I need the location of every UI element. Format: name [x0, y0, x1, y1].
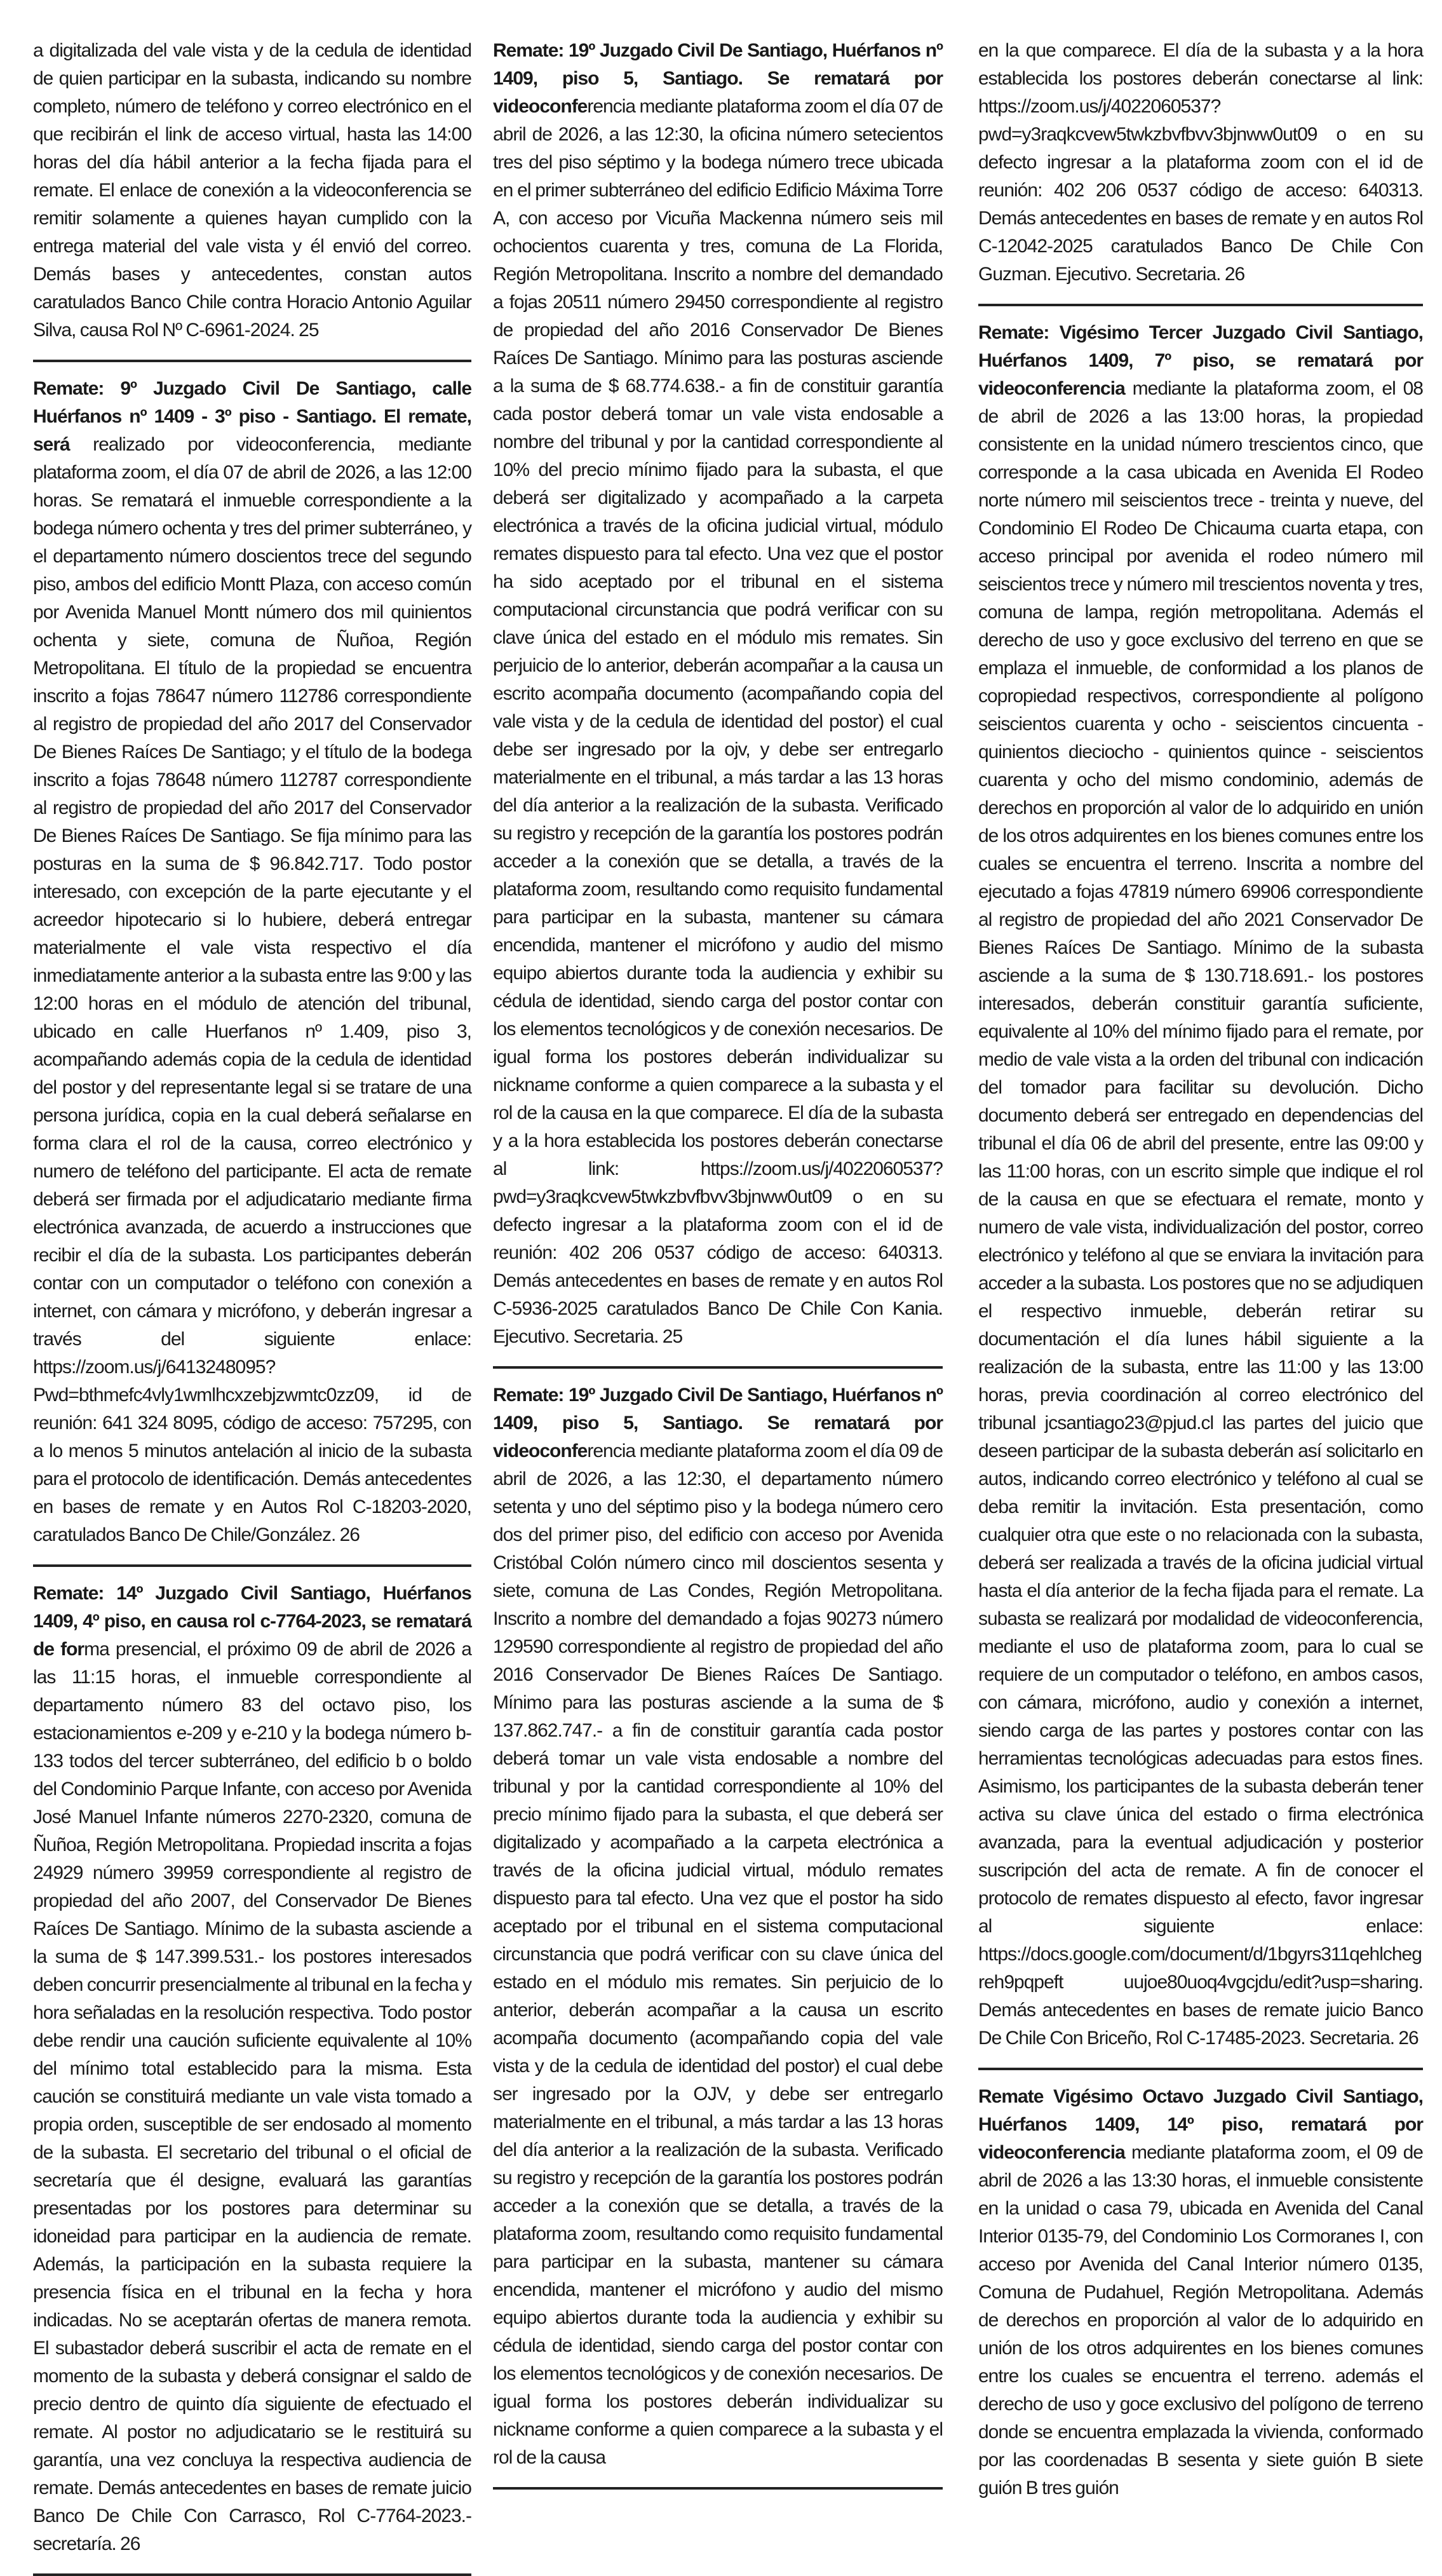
notice-remate-28-juzgado — [978, 2068, 1423, 2518]
notice-body: a digitalizada del vale vista y de la cedula de identidad de quien participar en la subasta, indicando su nombre completo, número de teléfono y correo electrónico en el que recibirán el link de acceso virtual, hasta las 14:00 horas del día hábil anterior a la fecha fijada para el remate. El enlace de conexión a la videoconferencia se remitir solamente a quienes hayan cumplido con la entrega material del vale vista y él envió del correo. Demás bases y antecedentes, constan autos caratulados Banco Chile contra Horacio Antonio Aguilar Silva, causa Rol Nº C-6961-2024. 25 — [33, 40, 471, 341]
notice-body: mediante la plataforma zoom, el 08 de abril de 2026 a las 13:00 horas, la propiedad consistente en la unidad número trescientos cinco, que corresponde a la casa ubicada en Avenida El Rodeo norte número mil seiscientos trece - treinta y nueve, del Condominio El Rodeo De Chicauma cuarta etapa, con acceso principal por avenida el rodeo número mil seiscientos trece y número mil trescientos noventa y tres, comuna de lampa, región metropolitana. Además el derecho de uso y goce exclusivo del terreno en que se emplaza el inmueble, de conformidad a los planos de copropiedad respectivos, correspondiente al polígono seiscientos cuarenta y ocho - seiscientos cincuenta - quinientos dieciocho - quinientos quince - seiscientos cuarenta y ocho del mismo condominio, además de derechos en proporción al valor de lo adquirido en unión de los otros adquirentes en los bienes comunes entre los cuales se encuentra el terreno. Inscrita a nombre del ejecutado a fojas 47819 número 69906 correspondiente al registro de propiedad del año 2021 Conservador De Bienes Raíces De Santiago. Mínimo de la subasta asciende a la suma de $ 130.718.691.- los postores interesados, deberán constituir garantía suficiente, equivalente al 10% del mínimo fijado para el remate, por medio de vale vista a la orden del tribunal con indicación del tomador para facilitar su devolución. Dicho documento deberá ser entregado en dependencias del tribunal el día 06 de abril del presente, entre las 09:00 y las 11:00 horas, con un escrito simple que indique el rol de la causa en que se efectuara el remate, monto y numero de vale vista, individualización del postor, correo electrónico y teléfono al que se enviara la invitación para acceder a la subasta. Los postores que no se adjudiquen el respectivo inmueble, deberán retirar su documentación el día lunes hábil siguiente a la realización de la subasta, entre las 11:00 y las 13:00 horas, previa coordinación al correo electrónico del tribunal jcsantiago23@pjud.cl las partes del juicio que deseen participar de la subasta deberán así solicitarlo en autos, indicando correo electrónico y teléfono al cual se deba remitir la invitación. Esta presentación, como cualquier otra que este o no relacionada con la subasta, deberá ser realizada a través de la oficina judicial virtual hasta el día anterior de la fecha fijada para el remate. La subasta se realizará por modalidad de videoconferencia, mediante el uso de plataforma zoom, para lo cual se requiere de un computador o teléfono, en ambos casos, con cámara, micrófono, audio y conexión a internet, siendo carga de las partes y postores contar con las herramientas tecnológicas adecuadas para estos fines. Asimismo, los participantes de la subasta deberán tener activa su clave única del estado o firma electrónica avanzada, para la eventual adjudicación y posterior suscripción del acta de remate. A fin de conocer el protocolo de remates dispuesto al efecto, favor ingresar al siguiente enlace: https://docs.google.com/document/d/1bgyrs311qehlchegreh9pqpeft uujoe80uoq4vgcjdu/edit?usp=sharing. Demás antecedentes en bases de remate juicio Banco De Chile Con Briceño, Rol C-17485-2023. Secretaria. 26 — [978, 378, 1423, 2049]
notice-body: ma presencial, el próximo 09 de abril de 2026 a las 11:15 horas, el inmueble correspondiente al departamento número 83 del octavo piso, los estacionamientos e-209 y e-210 y la bodega número b-133 todos del tercer subterráneo, del edificio b o boldo del Condominio Parque Infante, con acceso por Avenida José Manuel Infante números 2270-2320, comuna de Ñuñoa, Región Metropolitana. Propiedad inscrita a fojas 24929 número 39959 correspondiente al registro de propiedad del año 2007, del Conservador De Bienes Raíces De Santiago. Mínimo de la subasta asciende a la suma de $ 147.399.531.- los postores interesados deben concurrir presencialmente al tribunal en la fecha y hora señaladas en la resolución respectiva. Todo postor debe rendir una caución suficiente equivalente al 10% del mínimo total establecido para la misma. Esta caución se constituirá mediante un vale vista tomado a propia orden, susceptible de ser endosado al momento de la subasta. El secretario del tribunal o el oficial de secretaría que él designe, evaluará las garantías presentadas por los postores para determinar su idoneidad para participar en la audiencia de remate. Además, la participación en la subasta requiere la presencia física en el tribunal en la fecha y hora indicadas. No se aceptarán ofertas de manera remota. El subastador deberá suscribir el acta de remate en el momento de la subasta y deberá consignar el saldo de precio dentro de quinto día siguiente de efectuado el remate. Al postor no adjudicatario se le restituirá su garantía, una vez concluya la respectiva audiencia de remate. Demás antecedentes en bases de remate juicio Banco De Chile Con Carrasco, Rol C-7764-2023.- secretaría. 26 — [33, 1639, 471, 2554]
notice-body: rencia mediante plataforma zoom el día 07 de abril de 2026, a las 12:30, la oficina número setecientos tres del piso séptimo y la bodega número trece ubicada en el primer subterráneo del edificio Edificio Máxima Torre A, con acceso por Vicuña Mackenna número seis mil ochocientos cuarenta y tres, comuna de La Florida, Región Metropolitana. Inscrito a nombre del demandado a fojas 20511 número 29450 correspondiente al registro de propiedad del año 2016 Conservador De Bienes Raíces De Santiago. Mínimo para las posturas asciende a la suma de $ 68.774.638.- a fin de constituir garantía cada postor deberá tomar un vale vista endosable a nombre del tribunal y por la cantidad correspondiente al 10% del precio mínimo fijado para la subasta, el que deberá ser digitalizado y acompañado a la carpeta electrónica a través de la oficina judicial virtual, módulo remates dispuesto para tal efecto. Una vez que el postor ha sido aceptado por el tribunal en el sistema computacional circunstancia que podrá verificar con su clave única del estado en el módulo mis remates. Sin perjuicio de lo anterior, deberán acompañar a la causa un escrito acompaña documento (acompañando copia del vale vista y de la cedula de identidad del postor) el cual debe ser ingresado por la ojv, y debe ser entregarlo materialmente en el tribunal, a más tardar a las 13 horas del día anterior a la realización de la subasta. Verificado su registro y recepción de la garantía los postores podrán acceder a la conexión que se detalla, a través de la plataforma zoom, resultando como requisito fundamental para participar en la subasta, mantener su cámara encendida, mantener el micrófono y audio del mismo equipo abiertos durante toda la audiencia y exhibir su cédula de identidad, siendo carga del postor contar con los elementos tecnológicos y de conexión necesarios. De igual forma los postores deberán individualizar su nickname conforme a quien comparece a la subasta y el rol de la causa en la que comparece. El día de la subasta y a la hora establecida los postores deberán conectarse al link: https://zoom.us/j/4022060537?pwd=y3raqkcvew5twkzbvfbvv3bjnww0ut09 o en su defecto ingresar a la plataforma zoom con el id de reunión: 402 206 0537 código de acceso: 640313. Demás antecedentes en bases de remate y en autos Rol C-5936-2025 caratulados Banco De Chile Con Kania. Ejecutivo. Secretaria. 25 — [493, 96, 943, 1347]
notice-body: rencia mediante plataforma zoom el día 09 de abril de 2026, a las 12:30, el departamento número setenta y uno del séptimo piso y la bodega número cero dos del primer piso, del edificio con acceso por Avenida Cristóbal Colón número cinco mil doscientos sesenta y siete, comuna de Las Condes, Región Metropolitana. Inscrito a nombre del demandado a fojas 90273 número 129590 correspondiente al registro de propiedad del año 2016 Conservador De Bienes Raíces De Santiago. Mínimo para las posturas asciende a la suma de $ 137.862.747.- a fin de constituir garantía cada postor deberá tomar un vale vista endosable a nombre del tribunal y por la cantidad correspondiente al 10% del precio mínimo fijado para la subasta, el que deberá ser digitalizado y acompañado a la carpeta electrónica a través de la oficina judicial virtual, módulo remates dispuesto para tal efecto. Una vez que el postor ha sido aceptado por el tribunal en el sistema computacional circunstancia que podrá verificar con su clave única del estado en el módulo mis remates. Sin perjuicio de lo anterior, deberán acompañar a la causa un escrito acompaña documento (acompañando copia del vale vista y de la cedula de identidad del postor) el cual debe ser ingresado por la OJV, y debe ser entregarlo materialmente en el tribunal, a más tardar a las 13 horas del día anterior a la realización de la subasta. Verificado su registro y recepción de la garantía los postores podrán acceder a la conexión que se detalla, a través de la plataforma zoom, resultando como requisito fundamental para participar en la subasta, mantener su cámara encendida, mantener el micrófono y audio del mismo equipo abiertos durante toda la audiencia y exhibir su cédula de identidad, siendo carga del postor contar con los elementos tecnológicos y de conexión necesarios. De igual forma los postores deberán individualizar su nickname conforme a quien comparece a la subasta y el rol de la causa — [493, 1441, 943, 2468]
divider — [33, 2573, 471, 2576]
notice-heading: Remate Vigésimo Octavo Juzgado Civil Santiago, Huérfanos 1409, 14º piso, rematará por videoconferencia — [978, 2086, 1423, 2163]
notice-body: mediante plataforma zoom, el 09 de abril de 2026 a las 13:30 horas, el inmueble consistente en la unidad o casa 79, ubicada en Avenida del Canal Interior 0135-79, del Condominio Los Cormoranes I, con acceso por Avenida del Canal Interior número 0135, Comuna de Pudahuel, Región Metropolitana. Además de derechos en proporción al valor de lo adquirido en unión de los otros adquirentes en los bienes comunes entre los cuales se encuentra el terreno. además el derecho de uso y goce exclusivo del polígono de terreno donde se encuentra emplazada la vivienda, conformado por las coordenadas B sesenta y siete guión B siete guión B tres guión — [978, 2142, 1423, 2498]
notice-remate-14-juzgado — [33, 1564, 471, 2573]
notice-remate-23-juzgado — [978, 304, 1423, 2068]
notice-remate-9-juzgado — [33, 360, 471, 1564]
column-1 — [33, 37, 471, 2576]
column-2 — [493, 37, 943, 2490]
notice-heading: Remate: 19º Juzgado Civil De Santiago, Huérfanos nº 1409, piso 5, Santiago. Se rematará por videoconfe — [493, 40, 943, 117]
notice-continuation — [33, 37, 471, 360]
notice-body: en la que comparece. El día de la subasta y a la hora establecida los postores deberán conectarse al link: https://zoom.us/j/4022060537?pwd=y3raqkcvew5twkzbvfbvv3bjnww0ut09 o en su defecto ingresar a la plataforma zoom con el id de reunión: 402 206 0537 código de acceso: 640313. Demás antecedentes en bases de remate y en autos Rol C-12042-2025 caratulados Banco De Chile Con Guzman. Ejecutivo. Secretaria. 26 — [978, 40, 1423, 285]
divider — [493, 2487, 943, 2490]
notice-heading: Remate: 19º Juzgado Civil De Santiago, Huérfanos nº 1409, piso 5, Santiago. Se rematará por videoconfe — [493, 1385, 943, 1461]
column-3 — [978, 37, 1423, 2518]
notice-heading: Remate: Vigésimo Tercer Juzgado Civil Santiago, Huérfanos 1409, 7º piso, se rematará por videoconferencia — [978, 322, 1423, 399]
notice-continuation — [978, 37, 1423, 304]
notice-body: realizado por videoconferencia, mediante plataforma zoom, el día 07 de abril de 2026, a las 12:00 horas. Se rematará el inmueble correspondiente a la bodega número ochenta y tres del primer subterráneo, y el departamento número doscientos trece del segundo piso, ambos del edificio Montt Plaza, con acceso común por Avenida Manuel Montt número dos mil quinientos ochenta y siete, comuna de Ñuñoa, Región Metropolitana. El título de la propiedad se encuentra inscrito a fojas 78647 número 112786 correspondiente al registro de propiedad del año 2017 del Conservador De Bienes Raíces De Santiago; y el título de la bodega inscrito a fojas 78648 número 112787 correspondiente al registro de propiedad del año 2017 del Conservador De Bienes Raíces De Santiago. Se fija mínimo para las posturas en la suma de $ 96.842.717. Todo postor interesado, con excepción de la parte ejecutante y el acreedor hipotecario si lo hubiere, deberá entregar materialmente el vale vista respectivo el día inmediatamente anterior a la subasta entre las 9:00 y las 12:00 horas en el módulo de atención del tribunal, ubicado en calle Huerfanos nº 1.409, piso 3, acompañando además copia de la cedula de identidad del postor y del representante legal si se tratare de una persona jurídica, copia en la cual deberá señalarse en forma clara el rol de la causa, correo electrónico y numero de teléfono del participante. El acta de remate deberá ser firmada por el adjudicatario mediante firma electrónica avanzada, de acuerdo a instrucciones que recibir el día de la subasta. Los participantes deberán contar con un computador o teléfono con conexión a internet, con cámara y micrófono, y deberán ingresar a través del siguiente enlace: https://zoom.us/j/6413248095?Pwd=bthmefc4vly1wmlhcxzebjzwmtc0zz09, id de reunión: 641 324 8095, código de acceso: 757295, con a lo menos 5 minutos antelación al inicio de la subasta para el protocolo de identificación. Demás antecedentes en bases de remate y en Autos Rol C-18203-2020, caratulados Banco De Chile/González. 26 — [33, 434, 471, 1545]
notice-remate-19-juzgado-kania — [493, 37, 943, 1366]
notice-heading: Remate: 9º Juzgado Civil De Santiago, calle Huérfanos nº 1409 - 3º piso - Santiago. El remate, será — [33, 378, 471, 455]
notice-heading: Remate: 14º Juzgado Civil Santiago, Huérfanos 1409, 4º piso, en causa rol c-7764-2023, se rematará de for — [33, 1583, 471, 1660]
notice-remate-19-juzgado-guzman — [493, 1366, 943, 2487]
